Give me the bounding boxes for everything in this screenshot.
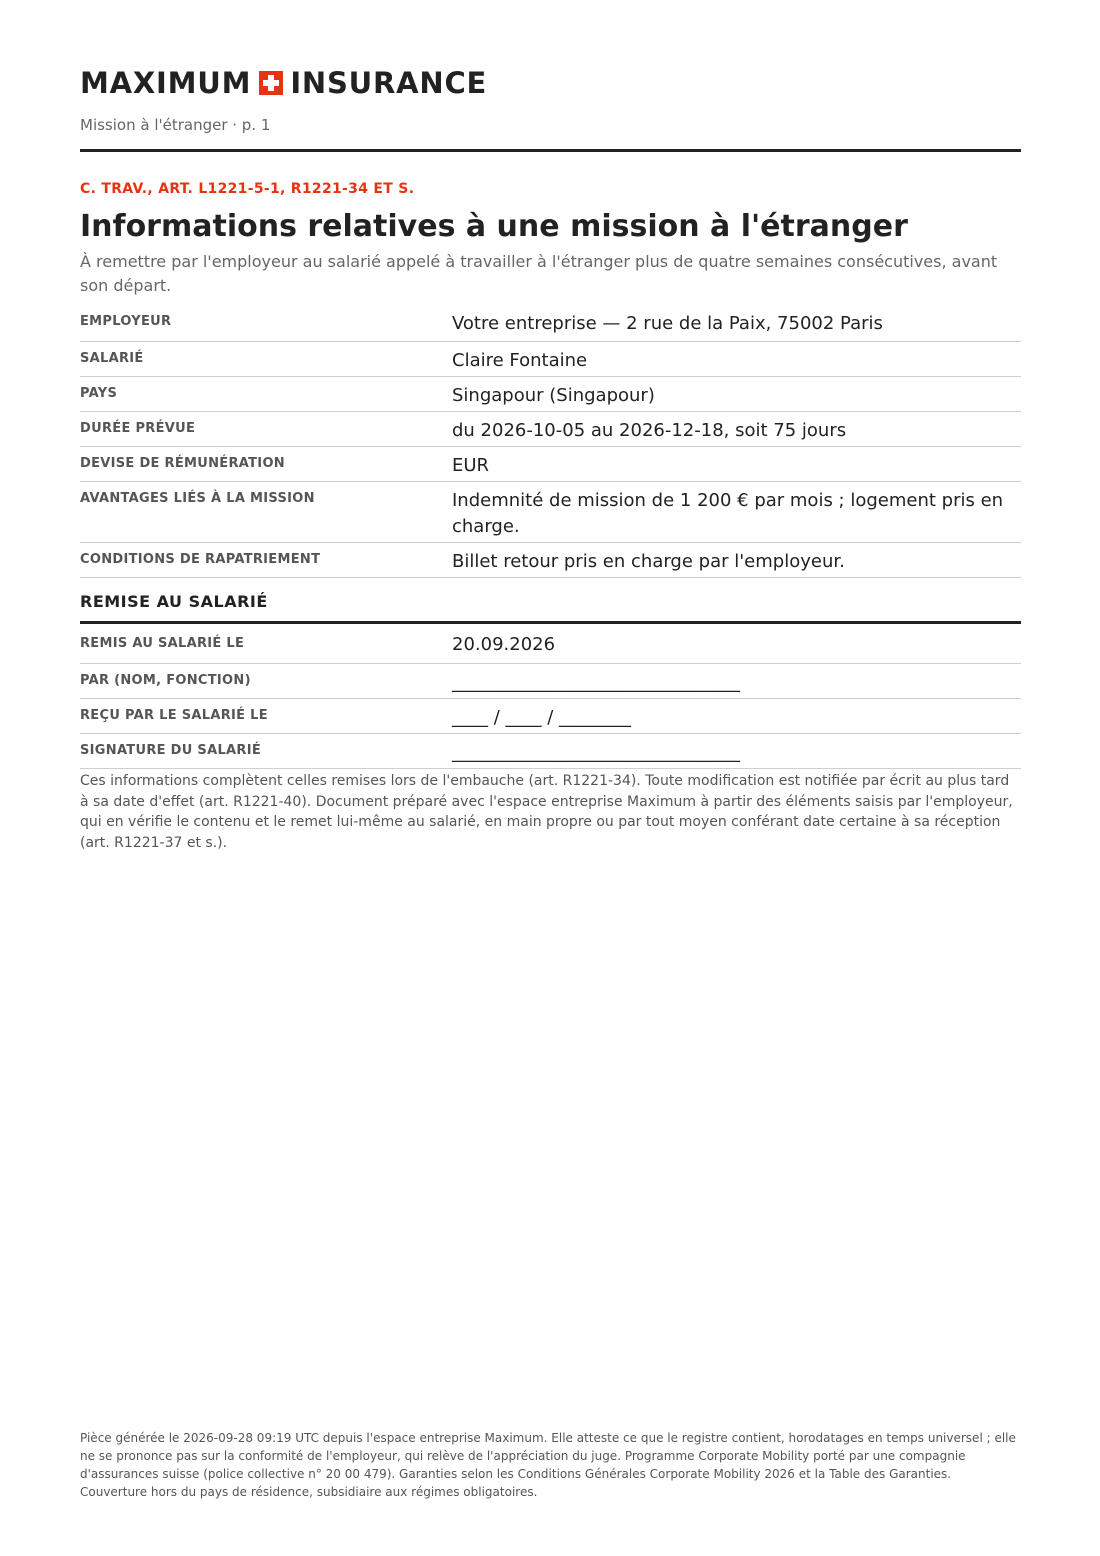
- detail-row-duree: [80, 412, 1021, 447]
- brand-name-right: INSURANCE: [290, 66, 488, 100]
- swiss-cross-icon: [259, 71, 283, 95]
- section-heading-remise: REMISE AU SALARIÉ: [80, 592, 268, 611]
- date-blank-recu[interactable]: ____ / ____ / ________: [452, 707, 632, 728]
- header-divider: [80, 149, 1021, 152]
- detail-row-pays: [80, 377, 1021, 412]
- handover-row-signature: [80, 734, 1021, 769]
- detail-value: Votre entreprise — 2 rue de la Paix, 75002 Paris: [452, 313, 883, 334]
- legal-note: Ces informations complètent celles remises lors de l'embauche (art. R1221-34). Toute modification est notifiée par écrit au plus tard à sa date d'effet (art. R1221-40). Document préparé avec l'espace entreprise Maximum à partir des éléments saisis par l'employeur, qui en vérifie le contenu et le remet lui-même au salarié, en main propre ou par tout moyen conférant date certaine à sa réception (art. R1221-37 et s.).: [80, 773, 1013, 851]
- signature-line-salarie[interactable]: ________________________________: [452, 742, 740, 763]
- handover-table: [80, 624, 1021, 769]
- handover-value: 20.09.2026: [452, 634, 556, 655]
- detail-label: DURÉE PRÉVUE: [80, 421, 196, 436]
- handover-row-remis-le: [80, 624, 1021, 664]
- brand-logo: [80, 66, 487, 100]
- detail-value: EUR: [452, 455, 490, 476]
- detail-row-devise: [80, 447, 1021, 482]
- detail-row-avantages: [80, 482, 1021, 543]
- detail-value: Indemnité de mission de 1 200 € par mois ; logement pris en charge.: [452, 490, 1004, 537]
- detail-value: Singapour (Singapour): [452, 385, 655, 406]
- handover-label: PAR (NOM, FONCTION): [80, 673, 251, 688]
- handover-row-recu-le: [80, 699, 1021, 734]
- handover-row-par: [80, 664, 1021, 699]
- document-title: Informations relatives à une mission à l'étranger: [80, 209, 908, 244]
- detail-label: PAYS: [80, 386, 118, 401]
- handover-label: REMIS AU SALARIÉ LE: [80, 636, 245, 651]
- mission-details-table: [80, 305, 1021, 578]
- detail-row-rapatriement: [80, 543, 1021, 578]
- detail-label: DEVISE DE RÉMUNÉRATION: [80, 456, 285, 471]
- brand-name-left: MAXIMUM: [80, 66, 252, 100]
- detail-row-employeur: [80, 305, 1021, 342]
- legal-reference: C. TRAV., ART. L1221-5-1, R1221-34 ET S.: [80, 181, 415, 197]
- detail-label: EMPLOYEUR: [80, 314, 172, 329]
- handover-label: REÇU PAR LE SALARIÉ LE: [80, 708, 268, 723]
- page-subtitle: Mission à l'étranger · p. 1: [80, 116, 271, 134]
- detail-value: du 2026-10-05 au 2026-12-18, soit 75 jours: [452, 420, 847, 441]
- detail-label: AVANTAGES LIÉS À LA MISSION: [80, 491, 315, 506]
- detail-value: Billet retour pris en charge par l'employeur.: [452, 551, 845, 572]
- detail-label: SALARIÉ: [80, 351, 144, 366]
- document-intro: À remettre par l'employeur au salarié appelé à travailler à l'étranger plus de quatre semaines consécutives, avant son départ.: [80, 252, 998, 295]
- page-footer: Pièce générée le 2026-09-28 09:19 UTC depuis l'espace entreprise Maximum. Elle atteste ce que le registre contient, horodatages en temps universel ; elle ne se prononce pas sur la conformité de l'employeur, qui relève de l'appréciation du juge. Programme Corporate Mobility porté par une compagnie d'assurances suisse (police collective n° 20 00 479). Garanties selon les Conditions Générales Corporate Mobility 2026 et la Table des Garanties. Couverture hors du pays de résidence, subsidiaire aux régimes obligatoires.: [80, 1431, 1016, 1499]
- signature-line-par[interactable]: ________________________________: [452, 672, 740, 693]
- detail-value: Claire Fontaine: [452, 350, 588, 371]
- detail-label: CONDITIONS DE RAPATRIEMENT: [80, 552, 321, 567]
- document-page: [80, 0, 1021, 1556]
- detail-row-salarie: [80, 342, 1021, 377]
- handover-label: SIGNATURE DU SALARIÉ: [80, 743, 262, 758]
